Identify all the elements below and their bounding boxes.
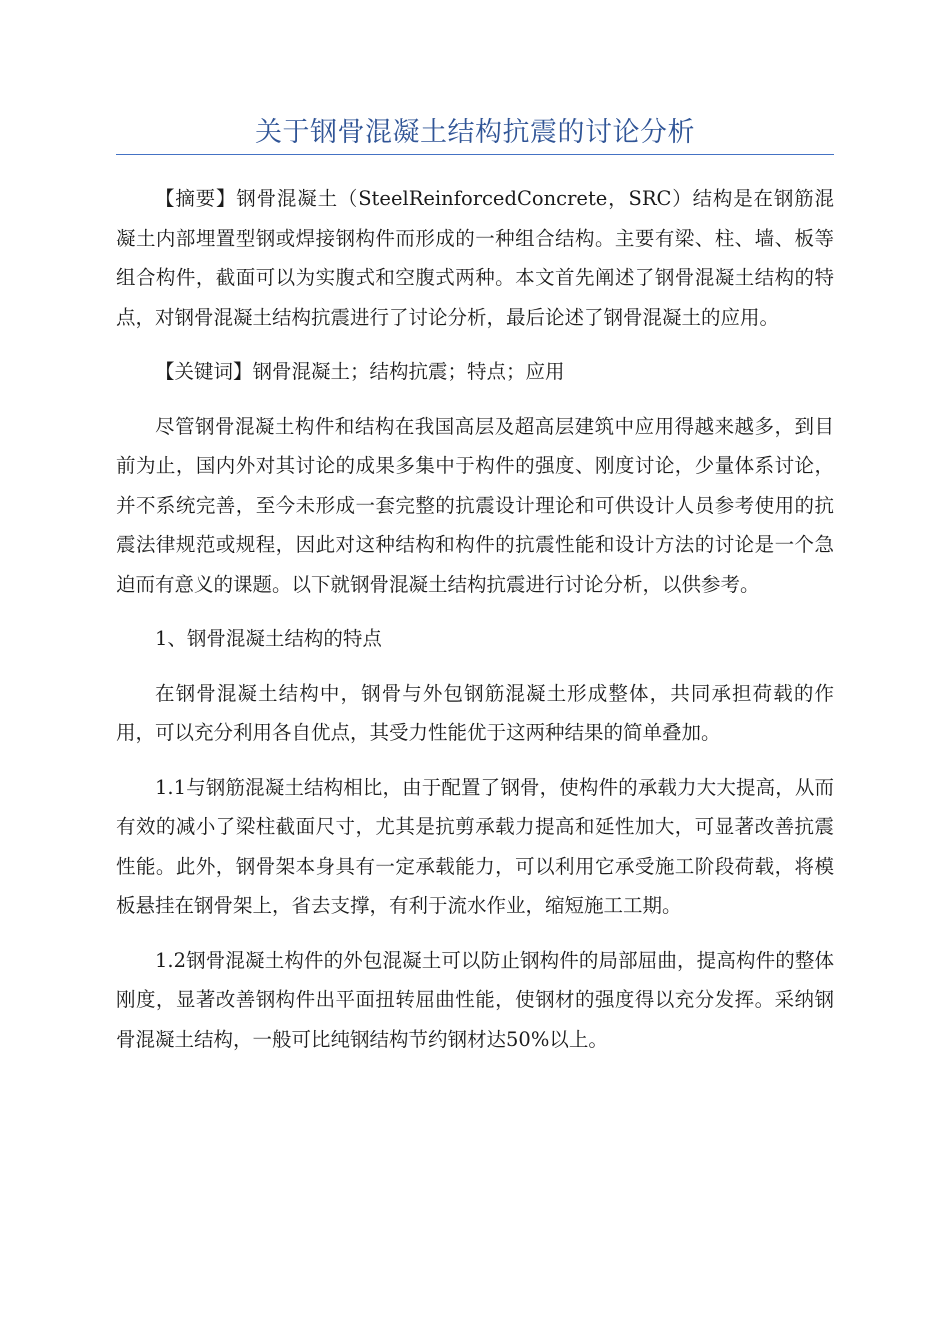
subsection-1-2-paragraph: 1.2钢骨混凝土构件的外包混凝土可以防止钢构件的局部屈曲，提高构件的整体刚度，显著改善钢构件出平面扭转屈曲性能，使钢材的强度得以充分发挥。采纳钢骨混凝土结构，一般可比纯钢结构节约钢材达50%以上。 [116,948,834,1051]
document-body [116,179,834,1074]
abstract-paragraph: 【摘要】钢骨混凝土（SteelReinforcedConcrete，SRC）结构是在钢筋混凝土内部埋置型钢或焊接钢构件而形成的一种组合结构。主要有梁、柱、墙、板等组合构件，截面可以为实腹式和空腹式两种。本文首先阐述了钢骨混凝土结构的特点，对钢骨混凝土结构抗震进行了讨论分析，最后论述了钢骨混凝土的应用。 [116,187,834,329]
document-title: 关于钢骨混凝土结构抗震的讨论分析 [255,117,695,148]
section-1-paragraph: 在钢骨混凝土结构中，钢骨与外包钢筋混凝土形成整体，共同承担荷载的作用，可以充分利用各自优点，其受力性能优于这两种结果的简单叠加。 [116,681,834,744]
section-heading-1: 1、钢骨混凝土结构的特点 [155,627,382,650]
keywords-paragraph: 【关键词】钢骨混凝土；结构抗震；特点；应用 [155,360,565,383]
title-underline [116,154,834,155]
intro-paragraph: 尽管钢骨混凝土构件和结构在我国高层及超高层建筑中应用得越来越多，到目前为止，国内外对其讨论的成果多集中于构件的强度、刚度讨论，少量体系讨论，并不系统完善，至今未形成一套完整的抗震设计理论和可供设计人员参考使用的抗震法律规范或规程，因此对这种结构和构件的抗震性能和设计方法的讨论是一个急迫而有意义的课题。以下就钢骨混凝土结构抗震进行讨论分析，以供参考。 [116,414,834,596]
subsection-1-1-paragraph: 1.1与钢筋混凝土结构相比，由于配置了钢骨，使构件的承载力大大提高，从而有效的减小了梁柱截面尺寸，尤其是抗剪承载力提高和延性加大，可显著改善抗震性能。此外，钢骨架本身具有一定承载能力，可以利用它承受施工阶段荷载，将模板悬挂在钢骨架上，省去支撑，有利于流水作业，缩短施工工期。 [116,775,834,917]
